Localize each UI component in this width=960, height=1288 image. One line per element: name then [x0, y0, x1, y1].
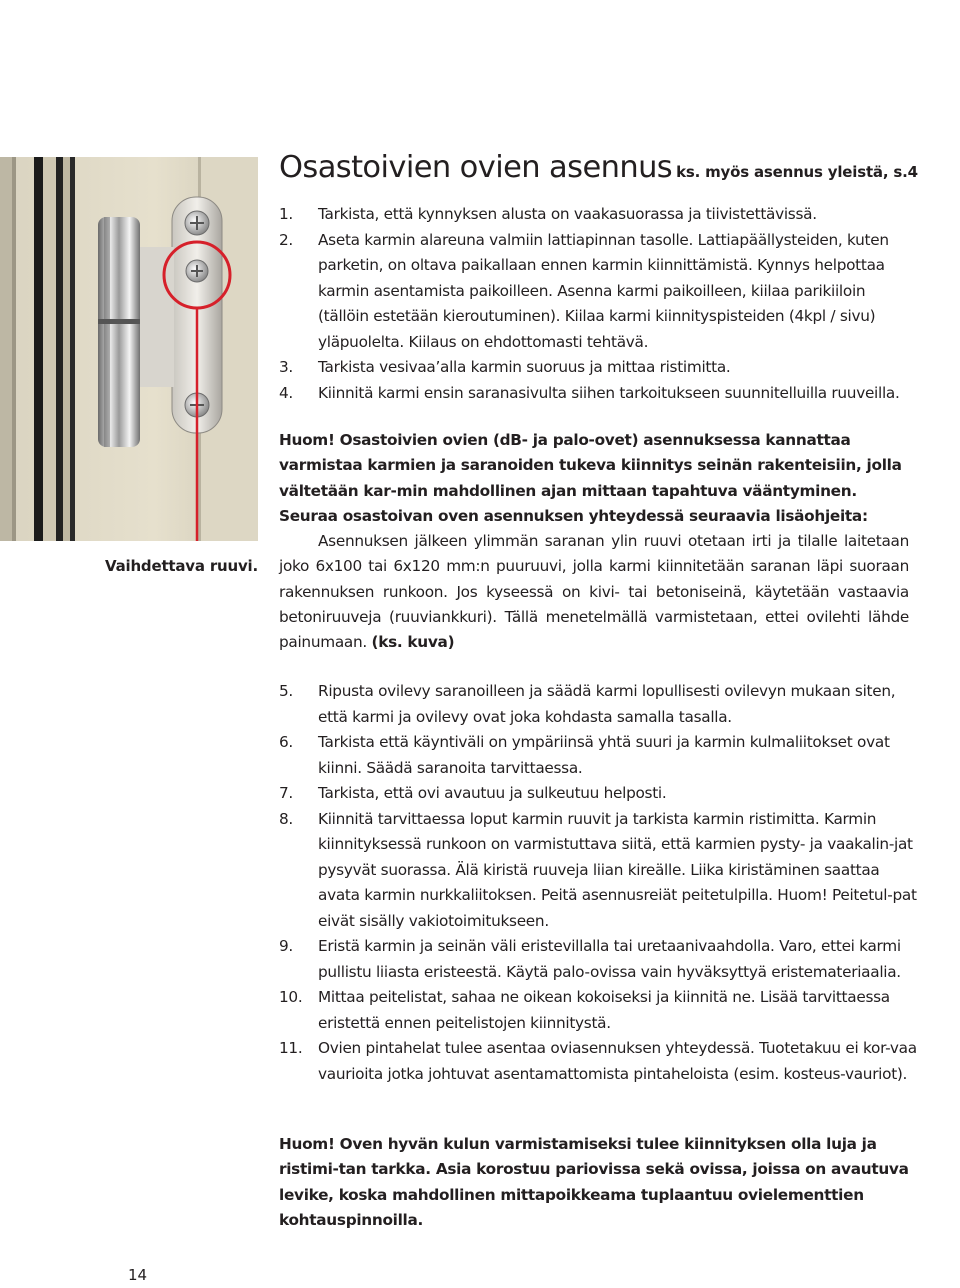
page-title — [279, 150, 918, 185]
list-item: 2. Aseta karmin alareuna valmiin lattiapinnan tasolle. Lattiapäällysteiden, kuten parketin, on oltava paikallaan ennen karmin kiinnittämistä. Kynnys helpottaa karmin asentamista paikoilleen. Asenna karmi paikoilleen, kiilaa parikiiloin (tällöin estetään kieroutuminen). Kiilaa karmi kiinnityspisteiden (4kpl / sivu) yläpuolelta. Kiilaus on ehdottomasti tehtävä. — [279, 230, 889, 351]
steps-list-2 — [279, 679, 919, 1087]
steps-list-1 — [279, 202, 919, 406]
list-item: 11. Ovien pintahelat tulee asentaa oviasennuksen yhteydessä. Tuotetakuu ei kor-vaa vaurioita jotka johtuvat asentamattomista pintaheloista (esim. kosteus-vauriot). — [279, 1039, 917, 1083]
note-2: Huom! Oven hyvän kulun varmistamiseksi tulee kiinnityksen olla luja ja ristimi-tan tarkka. Asia korostuu pariovissa sekä ovissa, joissa on avautuva levike, koska mahdollinen mittapoikkeama tuplaantuu ovielementtien kohtauspinnoilla. — [279, 1135, 909, 1229]
title-text: Osastoivien ovien asennus — [279, 150, 673, 185]
hinge-photo — [0, 157, 258, 541]
list-item: 10. Mittaa peitelistat, sahaa ne oikean kokoiseksi ja kiinnitä ne. Lisää tarvittaessa eristettä ennen peitelistojen kiinnitystä. — [279, 988, 890, 1032]
list-item: 9. Eristä karmin ja seinän väli eristevillalla tai uretaanivaahdolla. Varo, ettei karmi pullistu liiasta eristeestä. Käytä palo-ovissa vain hyväksyttyä eristemateriaalia. — [279, 937, 901, 981]
figure-ref: (ks. kuva) — [371, 633, 455, 652]
list-item: 1. Tarkista, että kynnyksen alusta on vaakasuorassa ja tiivistettävissä. — [279, 205, 817, 223]
instruction-paragraph: Asennuksen jälkeen ylimmän saranan ylin ruuvi otetaan irti ja tilalle laitetaan joko 6x100 tai 6x120 mm:n puuruuvi, jolla karmi kiinnitetään saranan läpi suoraan rakennuksen runkoon. Jos kyseessä on kivi- tai betoniseinä, käytetään vastaavia betoniruuveja (ruuviankkuri). Tällä menetelmällä varmistetaan, ettei ovilehti lähde painumaan. (ks. kuva) — [279, 532, 909, 652]
list-item: 7. Tarkista, että ovi avautuu ja sulkeutuu helposti. — [279, 784, 667, 802]
page-number: 14 — [128, 1266, 148, 1284]
list-item: 4. Kiinnitä karmi ensin saranasivulta siihen tarkoitukseen suunnitelluilla ruuveilla. — [279, 383, 900, 402]
list-item: 6. Tarkista että käyntiväli on ympäriinsä yhtä suuri ja karmin kulmaliitokset ovat kiinni. Säädä saranoita tarvittaessa. — [279, 733, 890, 777]
list-item: 3. Tarkista vesivaa’alla karmin suoruus ja mittaa ristimitta. — [279, 358, 731, 376]
hinge-illustration — [0, 157, 258, 541]
photo-caption: Vaihdettava ruuvi. — [105, 557, 258, 575]
title-reference: ks. myös asennus yleistä, s.4 — [676, 163, 918, 181]
note-1: Huom! Osastoivien ovien (dB- ja palo-ovet) asennuksessa kannattaa varmistaa karmien ja saranoiden tukeva kiinnitys seinän rakenteisiin, jolla vältetään kar-min mahdollinen ajan mittaan tapahtuva vääntyminen. Seuraa osastoivan oven asennuksen yhteydessä seuraavia lisäohjeita: — [279, 431, 902, 525]
list-item: 5. Ripusta ovilevy saranoilleen ja säädä karmi lopullisesti ovilevyn mukaan siten, että karmi ja ovilevy ovat joka kohdasta samalla tasalla. — [279, 682, 896, 726]
list-item: 8. Kiinnitä tarvittaessa loput karmin ruuvit ja tarkista karmin ristimitta. Karmin kiinnityksessä runkoon on varmistuttava siitä, että karmien pysty- ja vaakalin-jat pysyvät suorassa. Älä kiristä ruuveja liian kireälle. Liika kiristäminen saattaa avata karmin nurkkaliitoksen. Peitä asennusreiät peitetulpilla. Huom! Peitetul-pat eivät sisälly vakiotoimitukseen. — [279, 809, 917, 930]
